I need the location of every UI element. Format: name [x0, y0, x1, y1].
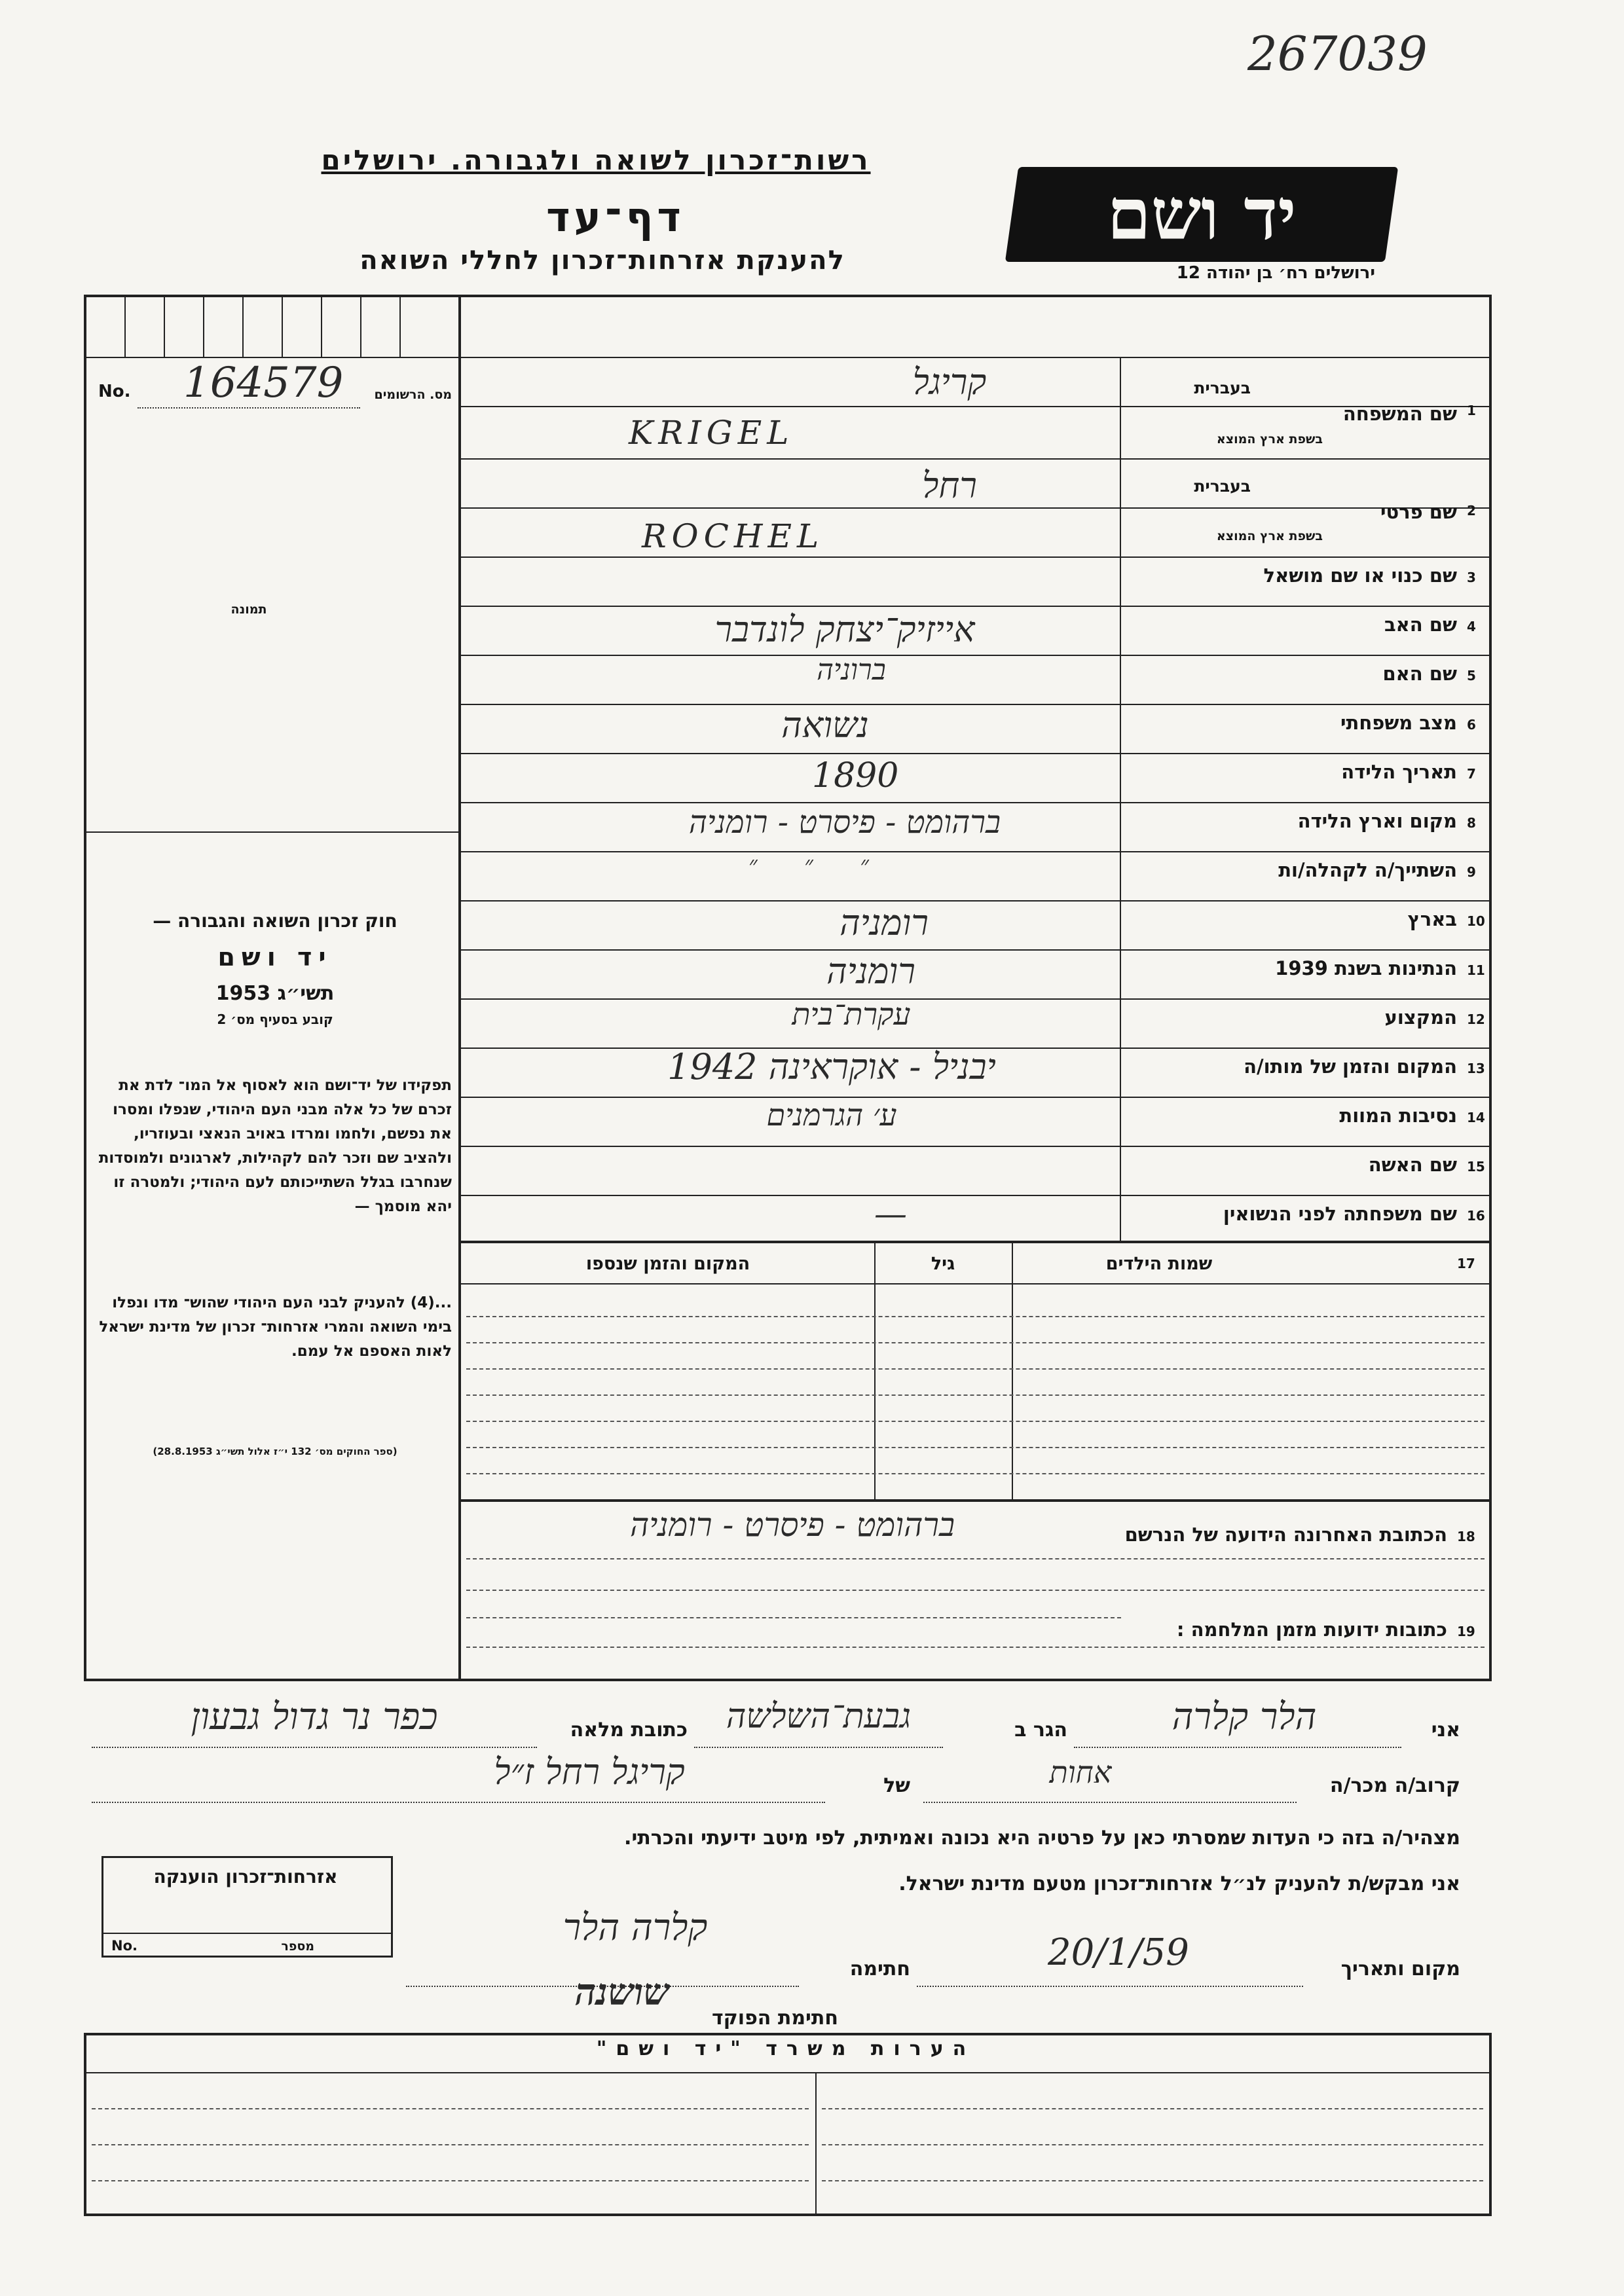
field-number: 5 — [1467, 668, 1476, 683]
field-label-wartime-addresses: כתובות ידועות מזמן המלחמה : — [1176, 1618, 1447, 1641]
field-label-first-name: שם פרטי — [1380, 501, 1457, 523]
field-number: 1 — [1467, 403, 1476, 418]
field-number: 17 — [1457, 1256, 1475, 1271]
declarant-address-label: כתובת מלאה — [570, 1719, 688, 1741]
field-label-nickname: שם כנוי או שם מושאל — [1263, 564, 1457, 587]
field-number: 15 — [1467, 1159, 1485, 1175]
law-title: חוק זכרון השואה והגבורה — — [153, 910, 397, 932]
field-number: 12 — [1467, 1011, 1485, 1027]
law-clause: קובע בסעיף מס׳ 2 — [217, 1011, 333, 1027]
field-number: 7 — [1467, 766, 1476, 782]
field-value-first-name-hebrew: רחל — [922, 465, 977, 506]
declarant-of: קריגל רחל ז״ל — [494, 1751, 685, 1793]
field-label-citizenship-1939: הנתינות בשנת 1939 — [1275, 957, 1457, 979]
officer-signature-label: חתימת הפוקד — [712, 2007, 838, 2030]
field-label-profession: המקצוע — [1384, 1006, 1457, 1029]
declarant-request: אני מבקש/ת להעניק לנ״ל אזרחות־זכרון מטעם מדינת ישראל. — [898, 1872, 1460, 1895]
declarant-relation: אחות — [1049, 1755, 1112, 1790]
field-label-wife-name: שם האשה — [1368, 1154, 1457, 1176]
field-number: 11 — [1467, 962, 1485, 978]
signature-value: קלרה הלר — [563, 1906, 708, 1949]
field-value-citizenship-1939: רומניה — [826, 951, 915, 992]
field-label-mother: שם האם — [1382, 663, 1457, 685]
field-number: 16 — [1467, 1208, 1485, 1224]
field-label-maiden-name: שם משפחתה לפני הנשואין — [1223, 1203, 1457, 1225]
declarant-statement: מצהיר/ה בזה כי העדות שמסרתי כאן על פרטיה היא נכונה ואמיתית, לפי מיטב ידיעתי והכרתי. — [624, 1827, 1460, 1850]
field-label-death-circumstances: נסיבות המוות — [1339, 1104, 1457, 1127]
field-label-country: בארץ — [1407, 908, 1457, 930]
field-value-surname-hebrew: קריגל — [912, 361, 987, 403]
declarant-name: הלר קלרה — [1172, 1696, 1317, 1738]
field-number: 14 — [1467, 1110, 1485, 1125]
field-label-father: שם האב — [1384, 613, 1457, 636]
field-value-birth-place: ברהומט - פיסרט - רומניה — [688, 804, 1001, 841]
field-value-country: רומניה — [840, 902, 929, 943]
law-paragraph-2: ...(4) להעניק לבני העם היהודי שהוש־ מדו ונפלו בימי השואה והמרי אזרחות־ זכרון של מדינת ישראל לאות האספם אל עמם. — [99, 1294, 452, 1360]
registration-label: מס. הרשומים — [374, 388, 452, 402]
page-title: דף־עד — [546, 193, 685, 241]
field-sub-hebrew: בעברית — [1194, 477, 1251, 496]
law-footnote: (ספר החוקים מס׳ 132 י״ז אלול תשי״ג 28.8.1953) — [153, 1446, 397, 1457]
declarant-ani-label: אני — [1431, 1719, 1460, 1741]
citizenship-no-label: No. — [111, 1938, 138, 1954]
field-value-last-address: ברהומט - פיסרט - רומניה — [629, 1506, 955, 1544]
field-value-maiden-name: — — [874, 1195, 907, 1233]
citizenship-box-title: אזרחות־זכרון הוענקה — [153, 1866, 338, 1887]
children-col-place: המקום והזמן שנספו — [585, 1254, 750, 1274]
field-number: 13 — [1467, 1061, 1485, 1076]
field-value-mother: ברוניה — [817, 653, 886, 687]
field-sub-origin: בשפת ארץ המוצא — [1216, 432, 1323, 446]
field-value-first-name-origin: ROCHEL — [642, 517, 824, 555]
law-year: תשי״ג 1953 — [215, 982, 335, 1005]
field-value-death-place-time: יבניל - אוקראינה 1942 — [667, 1046, 996, 1087]
field-label-death-place-time: המקום והזמן של מותו/ה — [1244, 1055, 1457, 1078]
field-sub-hebrew: בעברית — [1194, 378, 1251, 397]
field-label-community: השתייך/ה לקהלה/ות — [1278, 859, 1457, 881]
place-date-value: 20/1/59 — [1048, 1931, 1189, 1974]
field-label-last-address: הכתובת האחרונה הידועה של הנרשם — [1124, 1523, 1447, 1546]
field-label-birth-place: מקום וארץ הלידה — [1297, 810, 1457, 832]
archive-number: 267039 — [1247, 26, 1428, 81]
field-value-birth-date: 1890 — [812, 756, 899, 795]
field-number: 4 — [1467, 619, 1476, 634]
office-notes-title: הערות משרד "יד ושם" — [596, 2037, 976, 2060]
field-value-father: אייזיק־יצחק לונדבר — [714, 609, 975, 650]
law-name: יד ושם — [217, 943, 333, 972]
field-value-profession: עקרת־בית — [792, 996, 911, 1032]
page-subtitle: להענקת אזרחות־זכרון לחללי השואה — [360, 246, 845, 276]
declarant-resides-label: הגר ב — [1014, 1719, 1067, 1741]
registration-number: 164579 — [183, 359, 344, 407]
signature-label: חתימה — [849, 1958, 910, 1980]
field-number: 8 — [1467, 815, 1476, 831]
field-label-birth-date: תאריך הלידה — [1341, 761, 1457, 783]
field-label-marital-status: מצב משפחתי — [1340, 712, 1457, 734]
field-number: 18 — [1457, 1529, 1475, 1544]
declarant-address: כפר נר גדול גבעון — [191, 1696, 438, 1738]
field-number: 3 — [1467, 570, 1476, 585]
declarant-city: גבעת־השלשה — [726, 1697, 912, 1736]
field-value-community: ״ ״ ״ — [748, 852, 889, 879]
field-number: 9 — [1467, 864, 1476, 880]
photo-label: תמונה — [231, 602, 267, 617]
citizenship-number-label: מספר — [281, 1939, 314, 1954]
logo-address: ירושלים רח׳ בן יהודה 12 — [1176, 263, 1375, 283]
logo-text: יד ושם — [1107, 173, 1297, 256]
field-number: 10 — [1467, 913, 1485, 929]
field-value-marital-status: נשואה — [781, 704, 869, 746]
law-paragraph-1: תפקידו של יד־ושם הוא לאסוף אל המו־ לדת את זכרם של כל אלה מבני העם היהודי, שנפלו ומסרו את נפשם, ולחמו ומרדו באויב הנאצי ובעוזריו, ולהציב שם וזכר להם לקהילות, לארגונים ולמוסדות שנחרבו בגלל השתייכותם לעם היהודי; ולמטרה זו יהא מוסמך — — [98, 1077, 452, 1215]
field-number: 19 — [1457, 1624, 1475, 1639]
place-date-label: מקום ותאריך — [1340, 1958, 1460, 1980]
org-name: רשות־זכרון לשואה ולגבורה. ירושלים — [321, 144, 871, 176]
office-notes-frame — [84, 2033, 1492, 2216]
officer-signature: שושנה — [574, 1971, 670, 2014]
children-col-age: גיל — [931, 1254, 955, 1274]
field-label-surname: שם המשפחה — [1342, 403, 1457, 425]
field-sub-origin: בשפת ארץ המוצא — [1216, 529, 1323, 543]
registration-no-label: No. — [98, 382, 131, 401]
field-number: 6 — [1467, 717, 1476, 733]
children-col-names: שמות הילדים — [1105, 1254, 1213, 1274]
field-number: 2 — [1467, 503, 1476, 519]
declarant-of-label: של — [883, 1774, 910, 1797]
field-value-death-circumstances: ע׳ הגרמנים — [766, 1097, 897, 1133]
declarant-relation-label: קרוב/ה מכר/ה — [1329, 1774, 1460, 1797]
field-value-surname-origin: KRIGEL — [629, 414, 794, 452]
